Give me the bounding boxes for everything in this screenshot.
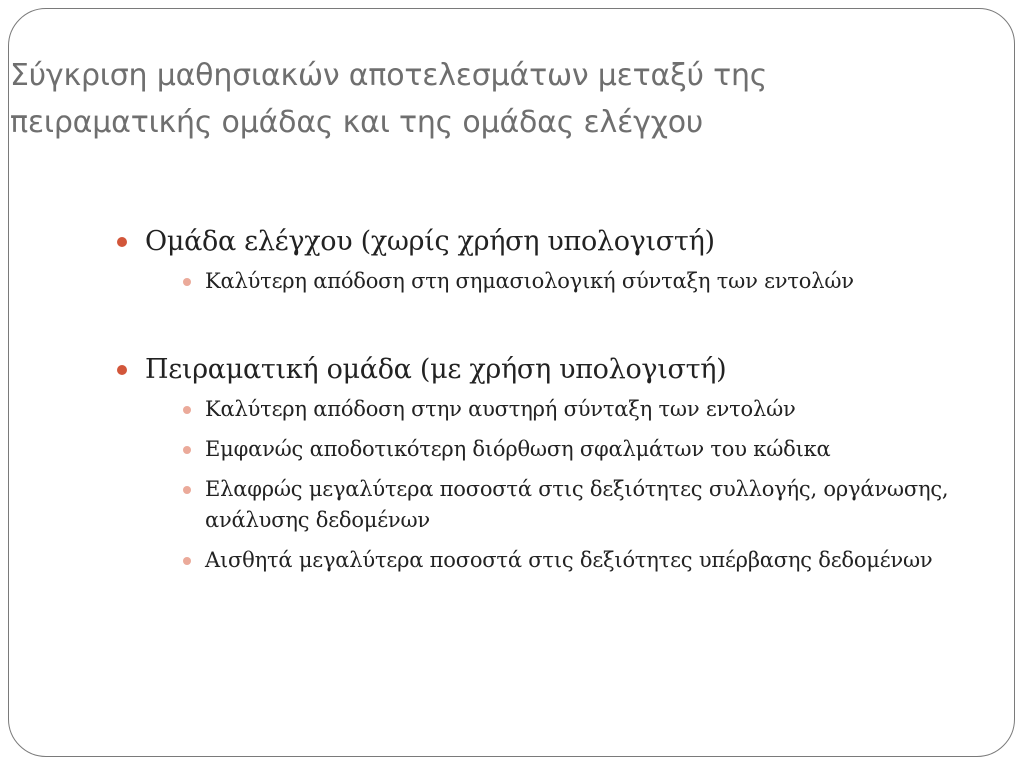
bullet-dot-icon	[117, 365, 127, 375]
list-item-text: Αισθητά μεγαλύτερα ποσοστά στις δεξιότητες υπέρβασης δεδομένων	[205, 548, 933, 572]
slide-title-line-2: πειραματικής ομάδας και της ομάδας ελέγχου	[10, 105, 704, 140]
group-control	[115, 222, 985, 262]
list-item-text: Καλύτερη απόδοση στη σημασιολογική σύνταξη των εντολών	[205, 269, 854, 293]
list-item	[115, 394, 985, 425]
slide-title	[10, 52, 970, 146]
group-experimental	[115, 350, 985, 390]
list-item-text: Ελαφρώς μεγαλύτερα ποσοστά στις δεξιότητες συλλογής, οργάνωσης, ανάλυσης δεδομένων	[205, 477, 949, 532]
group-label: Ομάδα ελέγχου (χωρίς χρήση υπολογιστή)	[145, 226, 715, 257]
sub-bullet-dot-icon	[183, 446, 191, 454]
list-item-text: Εμφανώς αποδοτικότερη διόρθωση σφαλμάτων του κώδικα	[205, 437, 831, 461]
list-item-text: Καλύτερη απόδοση στην αυστηρή σύνταξη των εντολών	[205, 397, 796, 421]
list-item	[115, 266, 985, 297]
group-experimental-items	[115, 394, 985, 576]
group-label: Πειραματική ομάδα (με χρήση υπολογιστή)	[145, 354, 727, 385]
list-item	[115, 434, 985, 465]
group-control-items	[115, 266, 985, 297]
slide-title-line-1: Σύγκριση μαθησιακών αποτελεσμάτων μεταξύ της	[10, 58, 768, 93]
sub-bullet-dot-icon	[183, 278, 191, 286]
bullet-dot-icon	[117, 237, 127, 247]
list-item	[115, 545, 985, 576]
sub-bullet-dot-icon	[183, 557, 191, 565]
list-item	[115, 474, 985, 536]
sub-bullet-dot-icon	[183, 406, 191, 414]
slide-content	[115, 222, 985, 585]
sub-bullet-dot-icon	[183, 486, 191, 494]
